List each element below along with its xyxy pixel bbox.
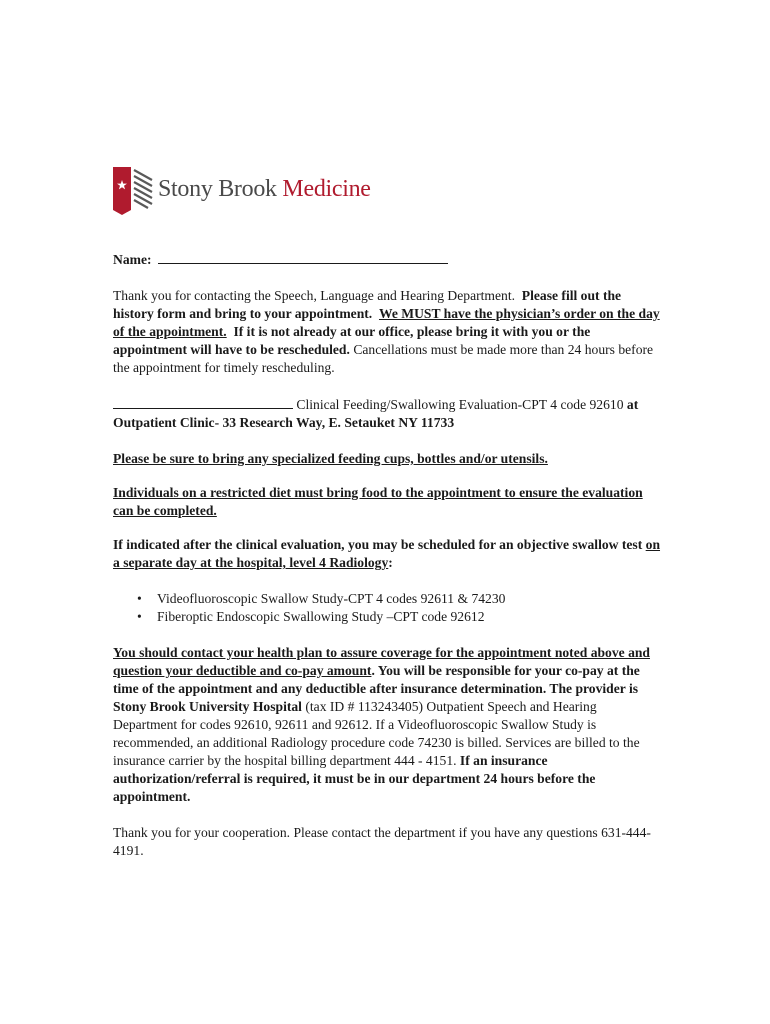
- name-blank-line[interactable]: [158, 250, 448, 264]
- insurance-billing-details: (tax ID # 113243405) Outpatient Speech and Hearing Department for codes 92610, 92611 and 92612. If a Videofluoroscopic Swallow Study is recommended, an additional Radiology procedure code 74230 is billed. Services are billed to the insurance carrier by the hospital billing department 444 - 4151.: [113, 699, 640, 768]
- evaluation-text: Clinical Feeding/Swallowing Evaluation-CPT 4 code 92610: [296, 397, 624, 412]
- intro-cancellations: Cancellations must be made more than 24 hours before the appointment for timely rescheduling.: [113, 342, 654, 375]
- intro-reschedule: If it is not already at our office, please bring it with you or the appointment will have to be rescheduled.: [113, 324, 591, 357]
- objective-test-intro: If indicated after the clinical evaluation, you may be scheduled for an objective swallow test: [113, 537, 643, 552]
- restricted-diet-note: Individuals on a restricted diet must bring food to the appointment to ensure the evaluation can be completed.: [113, 485, 643, 518]
- objective-test-colon: :: [388, 555, 393, 570]
- list-item: • Videofluoroscopic Swallow Study-CPT 4 codes 92611 & 74230: [157, 590, 661, 608]
- evaluation-paragraph: [113, 395, 661, 432]
- logo-word-medicine: Medicine: [282, 176, 371, 202]
- name-field-row: [113, 250, 661, 269]
- letter-body: [113, 250, 661, 860]
- intro-fill-form: Please fill out the history form and bring to your appointment.: [113, 288, 622, 321]
- test-list: [113, 590, 661, 626]
- list-item: • Fiberoptic Endoscopic Swallowing Study –CPT code 92612: [157, 608, 661, 626]
- closing-paragraph: Thank you for your cooperation. Please contact the department if you have any questions 631-444-4191.: [113, 825, 651, 858]
- shield-star-icon: [112, 166, 154, 216]
- stony-brook-medicine-logo: [112, 166, 382, 216]
- insurance-responsibility: . You will be responsible for your co-pay at the time of the appointment and any deductible after insurance determination. The provider is Stony Brook University Hospital: [113, 663, 640, 714]
- insurance-authorization: If an insurance authorization/referral is required, it must be in our department 24 hours before the appointment.: [113, 753, 596, 804]
- bring-cups-note: Please be sure to bring any specialized feeding cups, bottles and/or utensils.: [113, 451, 548, 466]
- intro-thanks: Thank you for contacting the Speech, Language and Hearing Department.: [113, 288, 515, 303]
- logo-wordmark: [158, 175, 371, 203]
- insurance-contact-plan: You should contact your health plan to assure coverage for the appointment noted above and question your deductible and co-pay amount: [113, 645, 650, 678]
- evaluation-blank-line[interactable]: [113, 395, 293, 409]
- objective-test-paragraph: [113, 536, 661, 572]
- logo-word-stony-brook: Stony Brook: [158, 176, 277, 202]
- name-label: Name:: [113, 252, 152, 267]
- intro-physician-order: We MUST have the physician’s order on the day of the appointment.: [113, 306, 660, 339]
- insurance-paragraph: [113, 644, 661, 806]
- evaluation-location: at Outpatient Clinic- 33 Research Way, E. Setauket NY 11733: [113, 397, 639, 430]
- objective-test-location: on a separate day at the hospital, level 4 Radiology: [113, 537, 661, 570]
- intro-paragraph: [113, 287, 661, 377]
